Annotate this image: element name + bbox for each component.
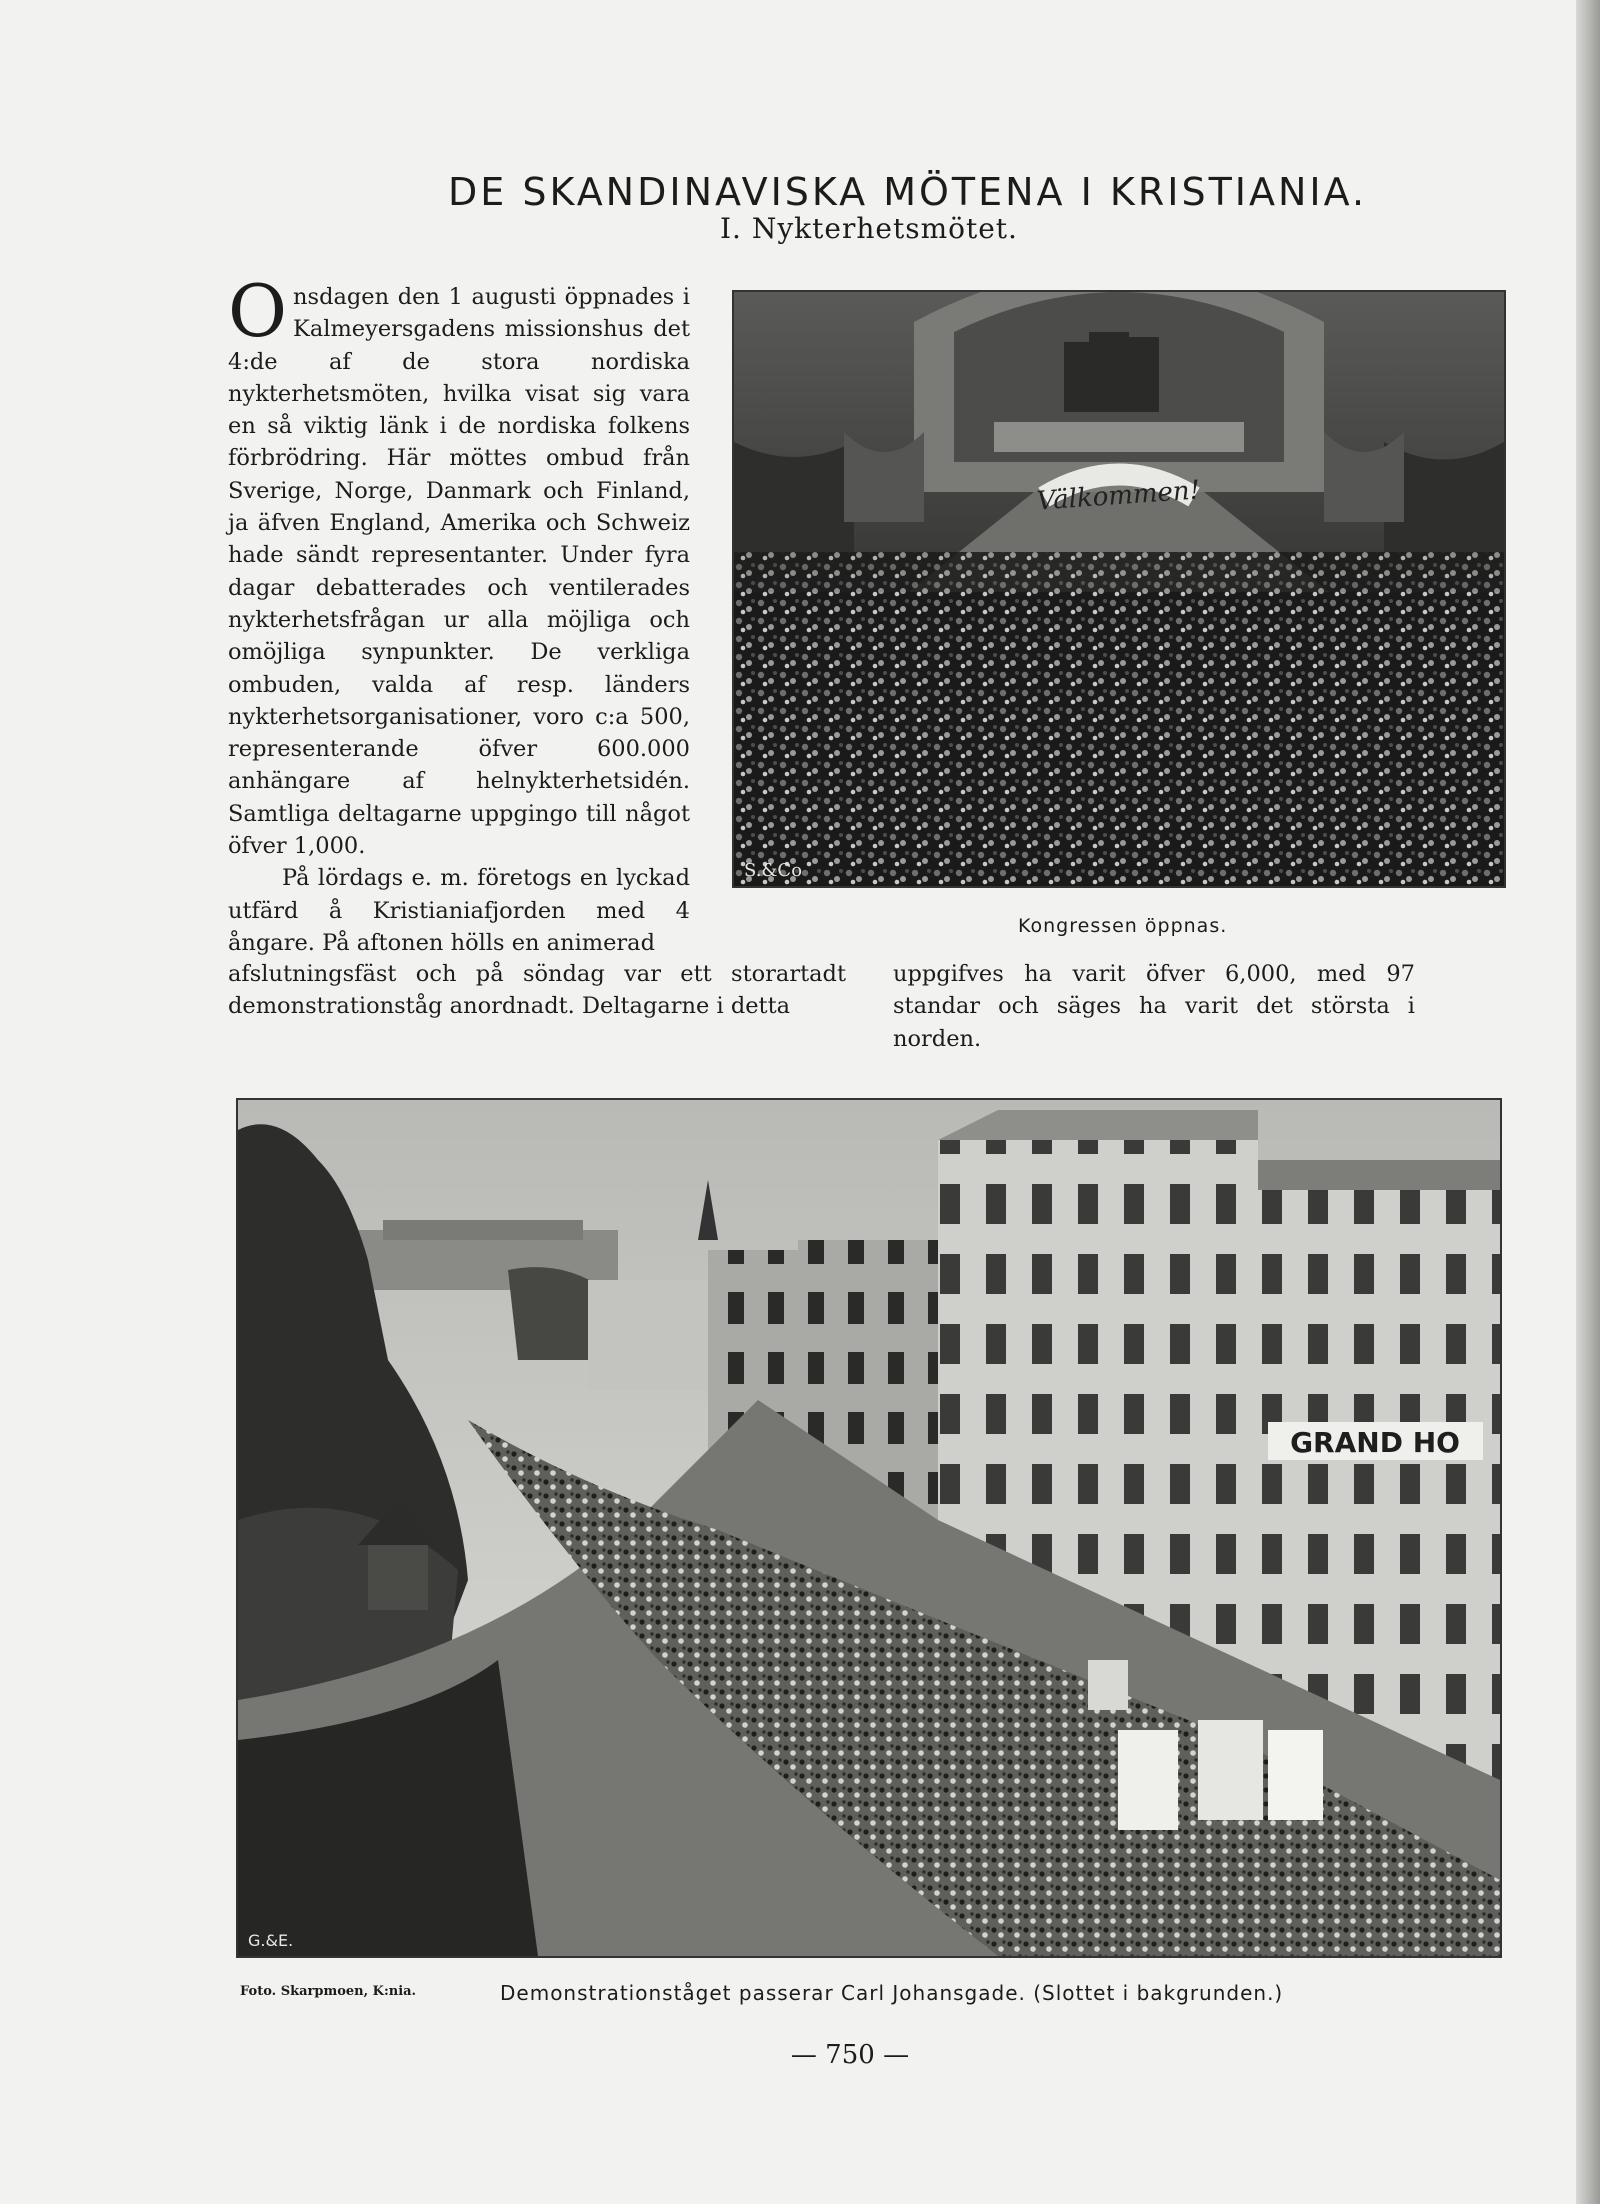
page-number: — 750 — [790,2040,910,2070]
parade-photo [236,1098,1502,1958]
article-paragraph-2: På lördags e. m. företogs en lyckad utfärd å Kristianiafjorden med 4 ångare. På aftonen hölls en animerad [228,865,690,956]
hotel-sign-text: GRAND HO [1290,1426,1460,1459]
bottom-photo-caption: Demonstrationståget passerar Carl Johansgade. (Slottet i bakgrunden.) [500,1981,1284,2005]
article-column-right [893,958,1415,1055]
top-photo-caption: Kongressen öppnas. [1018,915,1228,937]
article-paragraph-2-continued: afslutningsfäst och på söndag var ett storartadt demonstrationståg anordnadt. Deltagarne i detta [228,961,846,1020]
photo-mark-top: S.&Co [744,860,803,881]
section-subtitle: I. Nykterhetsmötet. [720,212,1018,245]
article-column-left [228,269,690,959]
welcome-banner-text: Välkommen! [1035,475,1202,517]
article-paragraph-1: nsdagen den 1 augusti öppnades i Kalmeyersgadens missionshus det 4:de af de stora nordiska nykterhetsmöten, hvilka visat sig vara en så viktig länk i de nordiska folkens förbrödring. Här möttes ombud från Sverige, Norge, Danmark och Finland, ja äfven England, Amerika och Schweiz hade sändt representanter. Under fyra dagar debatterades och ventilerades nykterhetsfrågan ur alla möjliga och omöjliga synpunkter. De verkliga ombuden, valda af resp. länders nykterhetsorganisationer, voro c:a 500, representerande öfver 600.000 anhängare af helnykterhetsidén. Samtliga deltagarne uppgingo till något öfver 1,000. [228,284,690,860]
article-paragraph-2-end: uppgifves ha varit öfver 6,000, med 97 standar och säges ha varit det största i norden. [893,961,1415,1052]
page-title: DE SKANDINAVISKA MÖTENA I KRISTIANIA. [447,170,1368,215]
photo-mark-bottom: G.&E. [248,1931,294,1950]
photo-credit: Foto. Skarpmoen, K:nia. [240,1984,417,1999]
page-edge [1576,0,1600,2204]
congress-hall-image [734,292,1504,886]
article-column-left-lower [228,958,846,1023]
parade-street-image [238,1100,1500,1956]
congress-photo [732,290,1506,888]
drop-cap: O [228,269,288,353]
